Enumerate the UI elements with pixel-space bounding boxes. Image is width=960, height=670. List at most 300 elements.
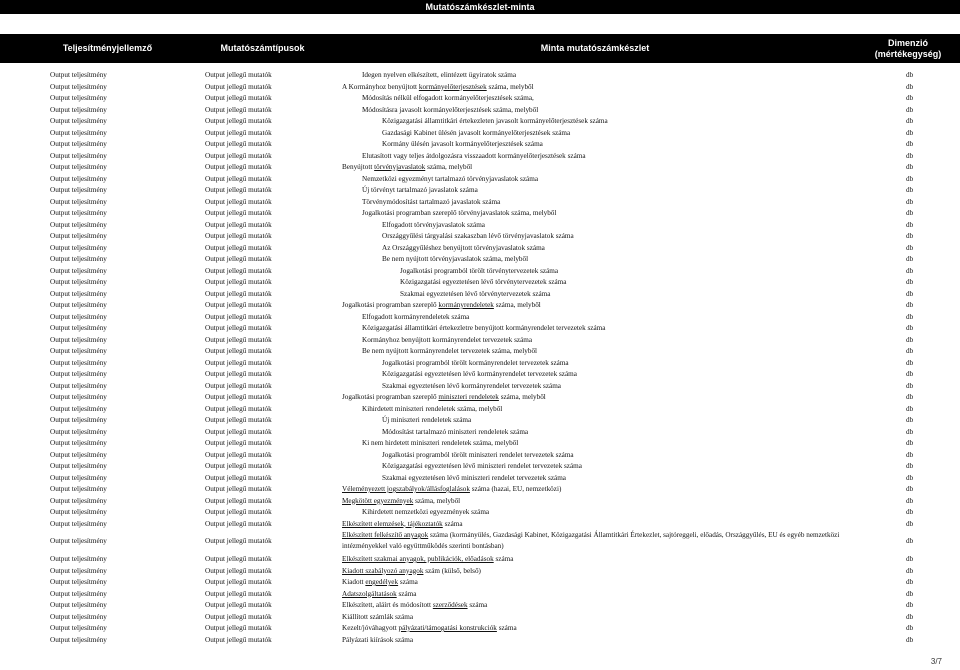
table-row bbox=[0, 346, 960, 358]
cell-dimension: db bbox=[906, 324, 914, 332]
table-row bbox=[0, 151, 960, 163]
cell-indicator bbox=[400, 277, 566, 289]
cell-indicator bbox=[382, 450, 574, 462]
cell-performance: Output teljesítmény bbox=[50, 624, 107, 632]
cell-performance: Output teljesítmény bbox=[50, 324, 107, 332]
cell-indicator-type: Output jellegű mutatók bbox=[205, 163, 272, 171]
indicator-keyword: Kiadott szabályozó anyagok bbox=[342, 566, 424, 575]
table-row bbox=[0, 128, 960, 140]
cell-performance: Output teljesítmény bbox=[50, 566, 107, 575]
cell-indicator bbox=[342, 162, 472, 174]
cell-performance: Output teljesítmény bbox=[50, 635, 107, 644]
indicator-text: Elutasított vagy teljes átdolgozásra visszaadott kormányelőterjesztések száma bbox=[362, 151, 586, 160]
table-row bbox=[0, 312, 960, 324]
cell-performance: Output teljesítmény bbox=[50, 404, 107, 413]
table-row bbox=[0, 358, 960, 370]
table-row bbox=[0, 566, 960, 578]
cell-dimension: db bbox=[906, 370, 914, 378]
cell-performance: Output teljesítmény bbox=[50, 358, 107, 367]
cell-indicator bbox=[382, 243, 545, 255]
cell-indicator-type: Output jellegű mutatók bbox=[205, 312, 272, 321]
cell-indicator-type: Output jellegű mutatók bbox=[205, 151, 272, 160]
table-row bbox=[0, 139, 960, 151]
indicator-text: Módosításra javasolt kormányelőterjesztések száma, melyből bbox=[362, 105, 539, 114]
cell-indicator-type: Output jellegű mutatók bbox=[205, 537, 272, 545]
table-row bbox=[0, 438, 960, 450]
table-row bbox=[0, 335, 960, 347]
cell-indicator-type: Output jellegű mutatók bbox=[205, 485, 272, 493]
table-row bbox=[0, 530, 960, 554]
indicator-text: Közigazgatási államtitkári értekezleten javasolt kormányelőterjesztések száma bbox=[382, 117, 608, 125]
cell-indicator bbox=[382, 369, 577, 381]
cell-indicator bbox=[362, 404, 502, 416]
indicator-text: Kihirdetett miniszteri rendeletek száma, melyből bbox=[362, 404, 503, 413]
indicator-text: Nemzetközi egyezményt tartalmazó törvényjavaslatok száma bbox=[362, 174, 539, 183]
cell-indicator-type: Output jellegű mutatók bbox=[205, 635, 272, 644]
cell-indicator bbox=[382, 220, 485, 232]
cell-indicator bbox=[362, 323, 605, 335]
cell-indicator-type: Output jellegű mutatók bbox=[205, 255, 272, 263]
cell-indicator bbox=[342, 566, 481, 578]
indicator-text: száma, melyből bbox=[498, 393, 546, 401]
cell-indicator-type: Output jellegű mutatók bbox=[205, 347, 272, 355]
cell-dimension: db bbox=[906, 358, 914, 367]
cell-dimension: db bbox=[906, 537, 914, 545]
table-row bbox=[0, 323, 960, 335]
indicator-text: Közigazgatási egyeztetésen lévő kormányrendelet tervezetek száma bbox=[382, 370, 577, 378]
indicator-keyword: Elkészített elemzések, tájékoztatók bbox=[342, 519, 443, 528]
cell-performance: Output teljesítmény bbox=[50, 450, 107, 459]
cell-performance: Output teljesítmény bbox=[50, 508, 107, 516]
cell-dimension: db bbox=[906, 335, 914, 344]
cell-indicator bbox=[382, 139, 543, 151]
table-row bbox=[0, 185, 960, 197]
table-row bbox=[0, 635, 960, 647]
cell-dimension: db bbox=[906, 197, 914, 206]
cell-dimension: db bbox=[906, 635, 914, 644]
indicator-keyword: Elkészített felkészítő anyagok bbox=[342, 531, 429, 539]
cell-performance: Output teljesítmény bbox=[50, 174, 107, 183]
cell-indicator bbox=[362, 151, 586, 163]
cell-indicator bbox=[382, 358, 569, 370]
cell-performance: Output teljesítmény bbox=[50, 335, 107, 344]
table-row bbox=[0, 507, 960, 519]
table-row bbox=[0, 612, 960, 624]
indicator-keyword: Megkötött egyezmények bbox=[342, 496, 414, 505]
cell-indicator bbox=[342, 530, 882, 552]
cell-performance: Output teljesítmény bbox=[50, 186, 107, 194]
indicator-text: Közigazgatási államtitkári értekezletre benyújtott kormányrendelet tervezetek száma bbox=[362, 324, 606, 332]
cell-dimension: db bbox=[906, 255, 914, 263]
cell-indicator-type: Output jellegű mutatók bbox=[205, 324, 272, 332]
table-header bbox=[0, 34, 960, 63]
cell-performance: Output teljesítmény bbox=[50, 393, 107, 401]
table-row bbox=[0, 82, 960, 94]
table-row bbox=[0, 589, 960, 601]
cell-performance: Output teljesítmény bbox=[50, 117, 107, 125]
cell-indicator-type: Output jellegű mutatók bbox=[205, 266, 272, 275]
indicator-text: Pályázati kiírások száma bbox=[342, 635, 414, 644]
table-row bbox=[0, 404, 960, 416]
table-row bbox=[0, 208, 960, 220]
cell-indicator bbox=[342, 82, 534, 94]
cell-indicator bbox=[362, 197, 500, 209]
indicator-text: Benyújtott bbox=[342, 163, 375, 171]
cell-dimension: db bbox=[906, 485, 914, 493]
indicator-text: száma bbox=[442, 519, 463, 528]
cell-dimension: db bbox=[906, 243, 914, 252]
table-row bbox=[0, 473, 960, 485]
indicator-text: Kiállított számlák száma bbox=[342, 612, 414, 621]
table-row bbox=[0, 197, 960, 209]
cell-performance: Output teljesítmény bbox=[50, 163, 107, 171]
table-row bbox=[0, 381, 960, 393]
header-indicator-types: Mutatószámtípusok bbox=[220, 43, 305, 53]
cell-indicator-type: Output jellegű mutatók bbox=[205, 220, 272, 229]
indicator-text: száma bbox=[398, 578, 418, 586]
cell-performance: Output teljesítmény bbox=[50, 105, 107, 114]
cell-indicator bbox=[342, 519, 463, 531]
cell-indicator bbox=[382, 381, 561, 393]
table-row bbox=[0, 93, 960, 105]
cell-indicator bbox=[382, 128, 570, 140]
indicator-text: Törvénymódosítást tartalmazó javaslatok száma bbox=[362, 197, 501, 206]
indicator-text: Az Országgyűléshez benyújtott törvényjavaslatok száma bbox=[382, 243, 545, 252]
cell-dimension: db bbox=[906, 404, 914, 413]
table-row bbox=[0, 461, 960, 473]
cell-indicator-type: Output jellegű mutatók bbox=[205, 416, 272, 424]
cell-indicator-type: Output jellegű mutatók bbox=[205, 335, 272, 344]
cell-indicator-type: Output jellegű mutatók bbox=[205, 427, 272, 436]
indicator-keyword: kormányrendeletek bbox=[438, 301, 494, 309]
cell-indicator bbox=[382, 231, 574, 243]
cell-performance: Output teljesítmény bbox=[50, 473, 107, 482]
indicator-text: száma, melyből bbox=[486, 82, 534, 91]
cell-indicator bbox=[382, 254, 528, 266]
cell-indicator bbox=[342, 577, 418, 589]
cell-dimension: db bbox=[906, 232, 914, 240]
cell-dimension: db bbox=[906, 289, 914, 298]
cell-indicator bbox=[362, 438, 518, 450]
cell-indicator-type: Output jellegű mutatók bbox=[205, 612, 272, 621]
cell-dimension: db bbox=[906, 439, 914, 447]
cell-indicator bbox=[342, 392, 546, 404]
indicator-text: száma bbox=[396, 589, 417, 598]
cell-dimension: db bbox=[906, 450, 914, 459]
table-row bbox=[0, 392, 960, 404]
cell-indicator-type: Output jellegű mutatók bbox=[205, 462, 272, 470]
table-row bbox=[0, 266, 960, 278]
cell-performance: Output teljesítmény bbox=[50, 519, 107, 528]
cell-dimension: db bbox=[906, 416, 914, 424]
cell-performance: Output teljesítmény bbox=[50, 140, 107, 148]
cell-dimension: db bbox=[906, 578, 914, 586]
cell-indicator bbox=[362, 174, 538, 186]
cell-indicator-type: Output jellegű mutatók bbox=[205, 473, 272, 482]
cell-indicator bbox=[400, 266, 558, 278]
cell-dimension: db bbox=[906, 519, 914, 528]
document-title: Mutatószámkészlet-minta bbox=[0, 0, 960, 14]
indicator-text: Közigazgatási egyeztetésen lévő miniszteri rendelet tervezetek száma bbox=[382, 462, 582, 470]
cell-indicator-type: Output jellegű mutatók bbox=[205, 94, 272, 102]
cell-performance: Output teljesítmény bbox=[50, 439, 107, 447]
cell-dimension: db bbox=[906, 174, 914, 183]
indicator-keyword: kormányelőterjesztések bbox=[418, 82, 487, 91]
table-row bbox=[0, 243, 960, 255]
indicator-keyword: engedélyek bbox=[365, 578, 399, 586]
table-row bbox=[0, 70, 960, 82]
header-dimension bbox=[858, 34, 958, 63]
table-row bbox=[0, 105, 960, 117]
cell-indicator-type: Output jellegű mutatók bbox=[205, 439, 272, 447]
cell-performance: Output teljesítmény bbox=[50, 612, 107, 621]
indicator-text: száma bbox=[496, 624, 517, 632]
cell-dimension: db bbox=[906, 105, 914, 114]
cell-indicator-type: Output jellegű mutatók bbox=[205, 508, 272, 516]
cell-dimension: db bbox=[906, 624, 914, 632]
cell-dimension: db bbox=[906, 71, 914, 79]
indicator-text: Szakmai egyeztetésen lévő miniszteri rendelet tervezetek száma bbox=[382, 473, 566, 482]
indicator-text: Jogalkotási programban szereplő bbox=[342, 301, 439, 309]
cell-indicator bbox=[342, 484, 561, 496]
cell-performance: Output teljesítmény bbox=[50, 462, 107, 470]
table-row bbox=[0, 600, 960, 612]
cell-dimension: db bbox=[906, 117, 914, 125]
cell-dimension: db bbox=[906, 186, 914, 194]
cell-performance: Output teljesítmény bbox=[50, 289, 107, 298]
cell-indicator bbox=[382, 473, 566, 485]
cell-indicator bbox=[382, 461, 582, 473]
cell-indicator bbox=[362, 105, 538, 117]
indicator-keyword: Véleményezett jogszabályok/állásfoglalások bbox=[342, 485, 470, 493]
indicator-text: Kiadott bbox=[342, 578, 366, 586]
table-row bbox=[0, 254, 960, 266]
cell-performance: Output teljesítmény bbox=[50, 151, 107, 160]
cell-dimension: db bbox=[906, 278, 914, 286]
cell-performance: Output teljesítmény bbox=[50, 427, 107, 436]
cell-performance: Output teljesítmény bbox=[50, 82, 107, 91]
cell-dimension: db bbox=[906, 163, 914, 171]
cell-dimension: db bbox=[906, 312, 914, 321]
cell-indicator-type: Output jellegű mutatók bbox=[205, 140, 272, 148]
cell-indicator-type: Output jellegű mutatók bbox=[205, 496, 272, 505]
cell-indicator bbox=[362, 335, 532, 347]
table-row bbox=[0, 577, 960, 589]
cell-dimension: db bbox=[906, 209, 914, 217]
cell-dimension: db bbox=[906, 151, 914, 160]
cell-dimension: db bbox=[906, 566, 914, 575]
cell-indicator bbox=[342, 623, 517, 635]
cell-performance: Output teljesítmény bbox=[50, 537, 107, 545]
cell-indicator bbox=[400, 289, 550, 301]
indicator-text: A Kormányhoz benyújtott bbox=[342, 82, 419, 91]
cell-performance: Output teljesítmény bbox=[50, 71, 107, 79]
cell-performance: Output teljesítmény bbox=[50, 416, 107, 424]
cell-indicator bbox=[362, 312, 469, 324]
cell-performance: Output teljesítmény bbox=[50, 220, 107, 229]
cell-indicator bbox=[382, 116, 608, 128]
indicator-text: Elfogadott kormányrendeletek száma bbox=[362, 312, 470, 321]
table-row bbox=[0, 415, 960, 427]
table-row bbox=[0, 496, 960, 508]
cell-performance: Output teljesítmény bbox=[50, 278, 107, 286]
cell-dimension: db bbox=[906, 462, 914, 470]
cell-dimension: db bbox=[906, 220, 914, 229]
indicator-text: Szakmai egyeztetésen lévő törvénytervezetek száma bbox=[400, 289, 551, 298]
cell-performance: Output teljesítmény bbox=[50, 312, 107, 321]
cell-indicator bbox=[342, 600, 487, 612]
cell-indicator bbox=[362, 185, 478, 197]
indicator-text: szám (külső, belső) bbox=[423, 566, 481, 575]
indicator-text: Új törvényt tartalmazó javaslatok száma bbox=[362, 186, 478, 194]
indicator-text: Kormányhoz benyújtott kormányrendelet tervezetek száma bbox=[362, 335, 533, 344]
cell-indicator bbox=[362, 507, 489, 519]
table-row bbox=[0, 519, 960, 531]
cell-indicator-type: Output jellegű mutatók bbox=[205, 128, 272, 137]
cell-dimension: db bbox=[906, 140, 914, 148]
table-row bbox=[0, 369, 960, 381]
cell-indicator bbox=[342, 589, 416, 601]
cell-indicator-type: Output jellegű mutatók bbox=[205, 519, 272, 528]
cell-dimension: db bbox=[906, 496, 914, 505]
cell-indicator-type: Output jellegű mutatók bbox=[205, 358, 272, 367]
cell-dimension: db bbox=[906, 612, 914, 621]
table-row bbox=[0, 427, 960, 439]
indicator-text: Módosítás nélkül elfogadott kormányelőterjesztések száma, bbox=[362, 94, 534, 102]
cell-indicator bbox=[342, 300, 541, 312]
cell-indicator-type: Output jellegű mutatók bbox=[205, 624, 272, 632]
cell-performance: Output teljesítmény bbox=[50, 496, 107, 505]
cell-dimension: db bbox=[906, 393, 914, 401]
cell-indicator-type: Output jellegű mutatók bbox=[205, 555, 272, 563]
cell-performance: Output teljesítmény bbox=[50, 209, 107, 217]
cell-indicator-type: Output jellegű mutatók bbox=[205, 105, 272, 114]
cell-indicator bbox=[382, 427, 528, 439]
cell-indicator bbox=[342, 612, 413, 624]
indicator-text: Idegen nyelven elkészített, elintézett ügyiratok száma bbox=[362, 71, 517, 79]
table-row bbox=[0, 174, 960, 186]
cell-indicator-type: Output jellegű mutatók bbox=[205, 404, 272, 413]
cell-dimension: db bbox=[906, 82, 914, 91]
cell-performance: Output teljesítmény bbox=[50, 128, 107, 137]
cell-performance: Output teljesítmény bbox=[50, 266, 107, 275]
indicator-keyword: törvényjavaslatok bbox=[374, 163, 426, 171]
indicator-text: Jogalkotási programban szereplő bbox=[342, 393, 439, 401]
indicator-text: Országgyűlési tárgyalási szakaszban lévő törvényjavaslatok száma bbox=[382, 232, 574, 240]
cell-indicator bbox=[362, 208, 556, 220]
indicator-text: Módosítást tartalmazó miniszteri rendeletek száma bbox=[382, 427, 529, 436]
cell-indicator-type: Output jellegű mutatók bbox=[205, 186, 272, 194]
indicator-text: Gazdasági Kabinet ülésén javasolt kormányelőterjesztések száma bbox=[382, 128, 571, 137]
table-row bbox=[0, 623, 960, 635]
indicator-text: száma, melyből bbox=[425, 163, 473, 171]
cell-indicator bbox=[342, 554, 513, 566]
table-row bbox=[0, 300, 960, 312]
indicator-text: száma, melyből bbox=[413, 496, 461, 505]
cell-dimension: db bbox=[906, 427, 914, 436]
header-performance-characteristic: Teljesítményjellemző bbox=[62, 43, 153, 53]
cell-dimension: db bbox=[906, 601, 914, 609]
indicator-keyword: Adatszolgáltatások bbox=[342, 589, 397, 598]
cell-dimension: db bbox=[906, 266, 914, 275]
cell-performance: Output teljesítmény bbox=[50, 232, 107, 240]
indicator-text: Kormány ülésén javasolt kormányelőterjesztések száma bbox=[382, 140, 543, 148]
cell-indicator bbox=[342, 635, 413, 647]
indicator-text: Új miniszteri rendeletek száma bbox=[382, 416, 472, 424]
indicator-text: Elkészített, aláírt és módosított bbox=[342, 601, 433, 609]
cell-indicator-type: Output jellegű mutatók bbox=[205, 243, 272, 252]
indicator-text: száma, melyből bbox=[493, 301, 541, 309]
cell-performance: Output teljesítmény bbox=[50, 601, 107, 609]
table-row bbox=[0, 162, 960, 174]
cell-performance: Output teljesítmény bbox=[50, 485, 107, 493]
cell-indicator bbox=[362, 93, 534, 105]
indicator-keyword: miniszteri rendeletek bbox=[438, 393, 499, 401]
cell-indicator-type: Output jellegű mutatók bbox=[205, 82, 272, 91]
cell-indicator-type: Output jellegű mutatók bbox=[205, 578, 272, 586]
indicator-text: Elfogadott törvényjavaslatok száma bbox=[382, 220, 485, 229]
cell-indicator bbox=[382, 415, 471, 427]
cell-performance: Output teljesítmény bbox=[50, 589, 107, 598]
cell-indicator-type: Output jellegű mutatók bbox=[205, 232, 272, 240]
cell-dimension: db bbox=[906, 508, 914, 516]
indicator-text: száma (kormányülés, Gazdasági Kabinet, Közigazgatási Államtitkári Értekezlet, sajtóreggeli, előadás, Országgyűlés, EU és egyéb nemzetközi intézményekkel való együttműködés szerinti bontásban) bbox=[342, 531, 840, 550]
cell-dimension: db bbox=[906, 301, 914, 309]
cell-indicator-type: Output jellegű mutatók bbox=[205, 370, 272, 378]
cell-indicator bbox=[362, 70, 516, 82]
table-row bbox=[0, 289, 960, 301]
table-row bbox=[0, 116, 960, 128]
cell-dimension: db bbox=[906, 473, 914, 482]
cell-performance: Output teljesítmény bbox=[50, 370, 107, 378]
cell-indicator-type: Output jellegű mutatók bbox=[205, 381, 272, 390]
indicator-text: Jogalkotási programban szereplő törvényjavaslatok száma, melyből bbox=[362, 209, 557, 217]
cell-indicator bbox=[362, 346, 537, 358]
indicator-text: Jogalkotási programból törölt törvénytervezetek száma bbox=[400, 266, 559, 275]
cell-performance: Output teljesítmény bbox=[50, 243, 107, 252]
table-row bbox=[0, 231, 960, 243]
cell-indicator-type: Output jellegű mutatók bbox=[205, 117, 272, 125]
cell-performance: Output teljesítmény bbox=[50, 301, 107, 309]
cell-performance: Output teljesítmény bbox=[50, 94, 107, 102]
cell-dimension: db bbox=[906, 94, 914, 102]
indicator-keyword: Elkészített szakmai anyagok, publikációk, előadások bbox=[342, 555, 494, 563]
indicator-text: Ki nem hirdetett miniszteri rendeletek száma, melyből bbox=[362, 439, 519, 447]
indicator-text: száma bbox=[467, 601, 488, 609]
cell-performance: Output teljesítmény bbox=[50, 578, 107, 586]
cell-indicator-type: Output jellegű mutatók bbox=[205, 589, 272, 598]
indicator-text: Jogalkotási programból törölt miniszteri rendelet tervezetek száma bbox=[382, 450, 574, 459]
cell-dimension: db bbox=[906, 381, 914, 390]
table-row bbox=[0, 277, 960, 289]
header-dimension-label: Dimenzió (mértékegység) bbox=[874, 37, 942, 59]
table-row bbox=[0, 220, 960, 232]
cell-dimension: db bbox=[906, 128, 914, 137]
indicator-text: Közigazgatási egyeztetésen lévő törvénytervezetek száma bbox=[400, 278, 567, 286]
indicator-text: száma (hazai, EU, nemzetközi) bbox=[469, 485, 562, 493]
cell-indicator-type: Output jellegű mutatók bbox=[205, 209, 272, 217]
indicator-text: száma bbox=[493, 555, 514, 563]
header-sample-indicator-set: Minta mutatószámkészlet bbox=[540, 43, 650, 53]
cell-indicator-type: Output jellegű mutatók bbox=[205, 278, 272, 286]
indicator-text: Jogalkotási programból törölt kormányrendelet tervezetek száma bbox=[382, 358, 569, 367]
cell-indicator-type: Output jellegű mutatók bbox=[205, 301, 272, 309]
cell-performance: Output teljesítmény bbox=[50, 197, 107, 206]
cell-dimension: db bbox=[906, 589, 914, 598]
cell-dimension: db bbox=[906, 347, 914, 355]
cell-indicator-type: Output jellegű mutatók bbox=[205, 566, 272, 575]
indicator-keyword: pályázati/támogatási konstrukciók bbox=[398, 624, 497, 632]
